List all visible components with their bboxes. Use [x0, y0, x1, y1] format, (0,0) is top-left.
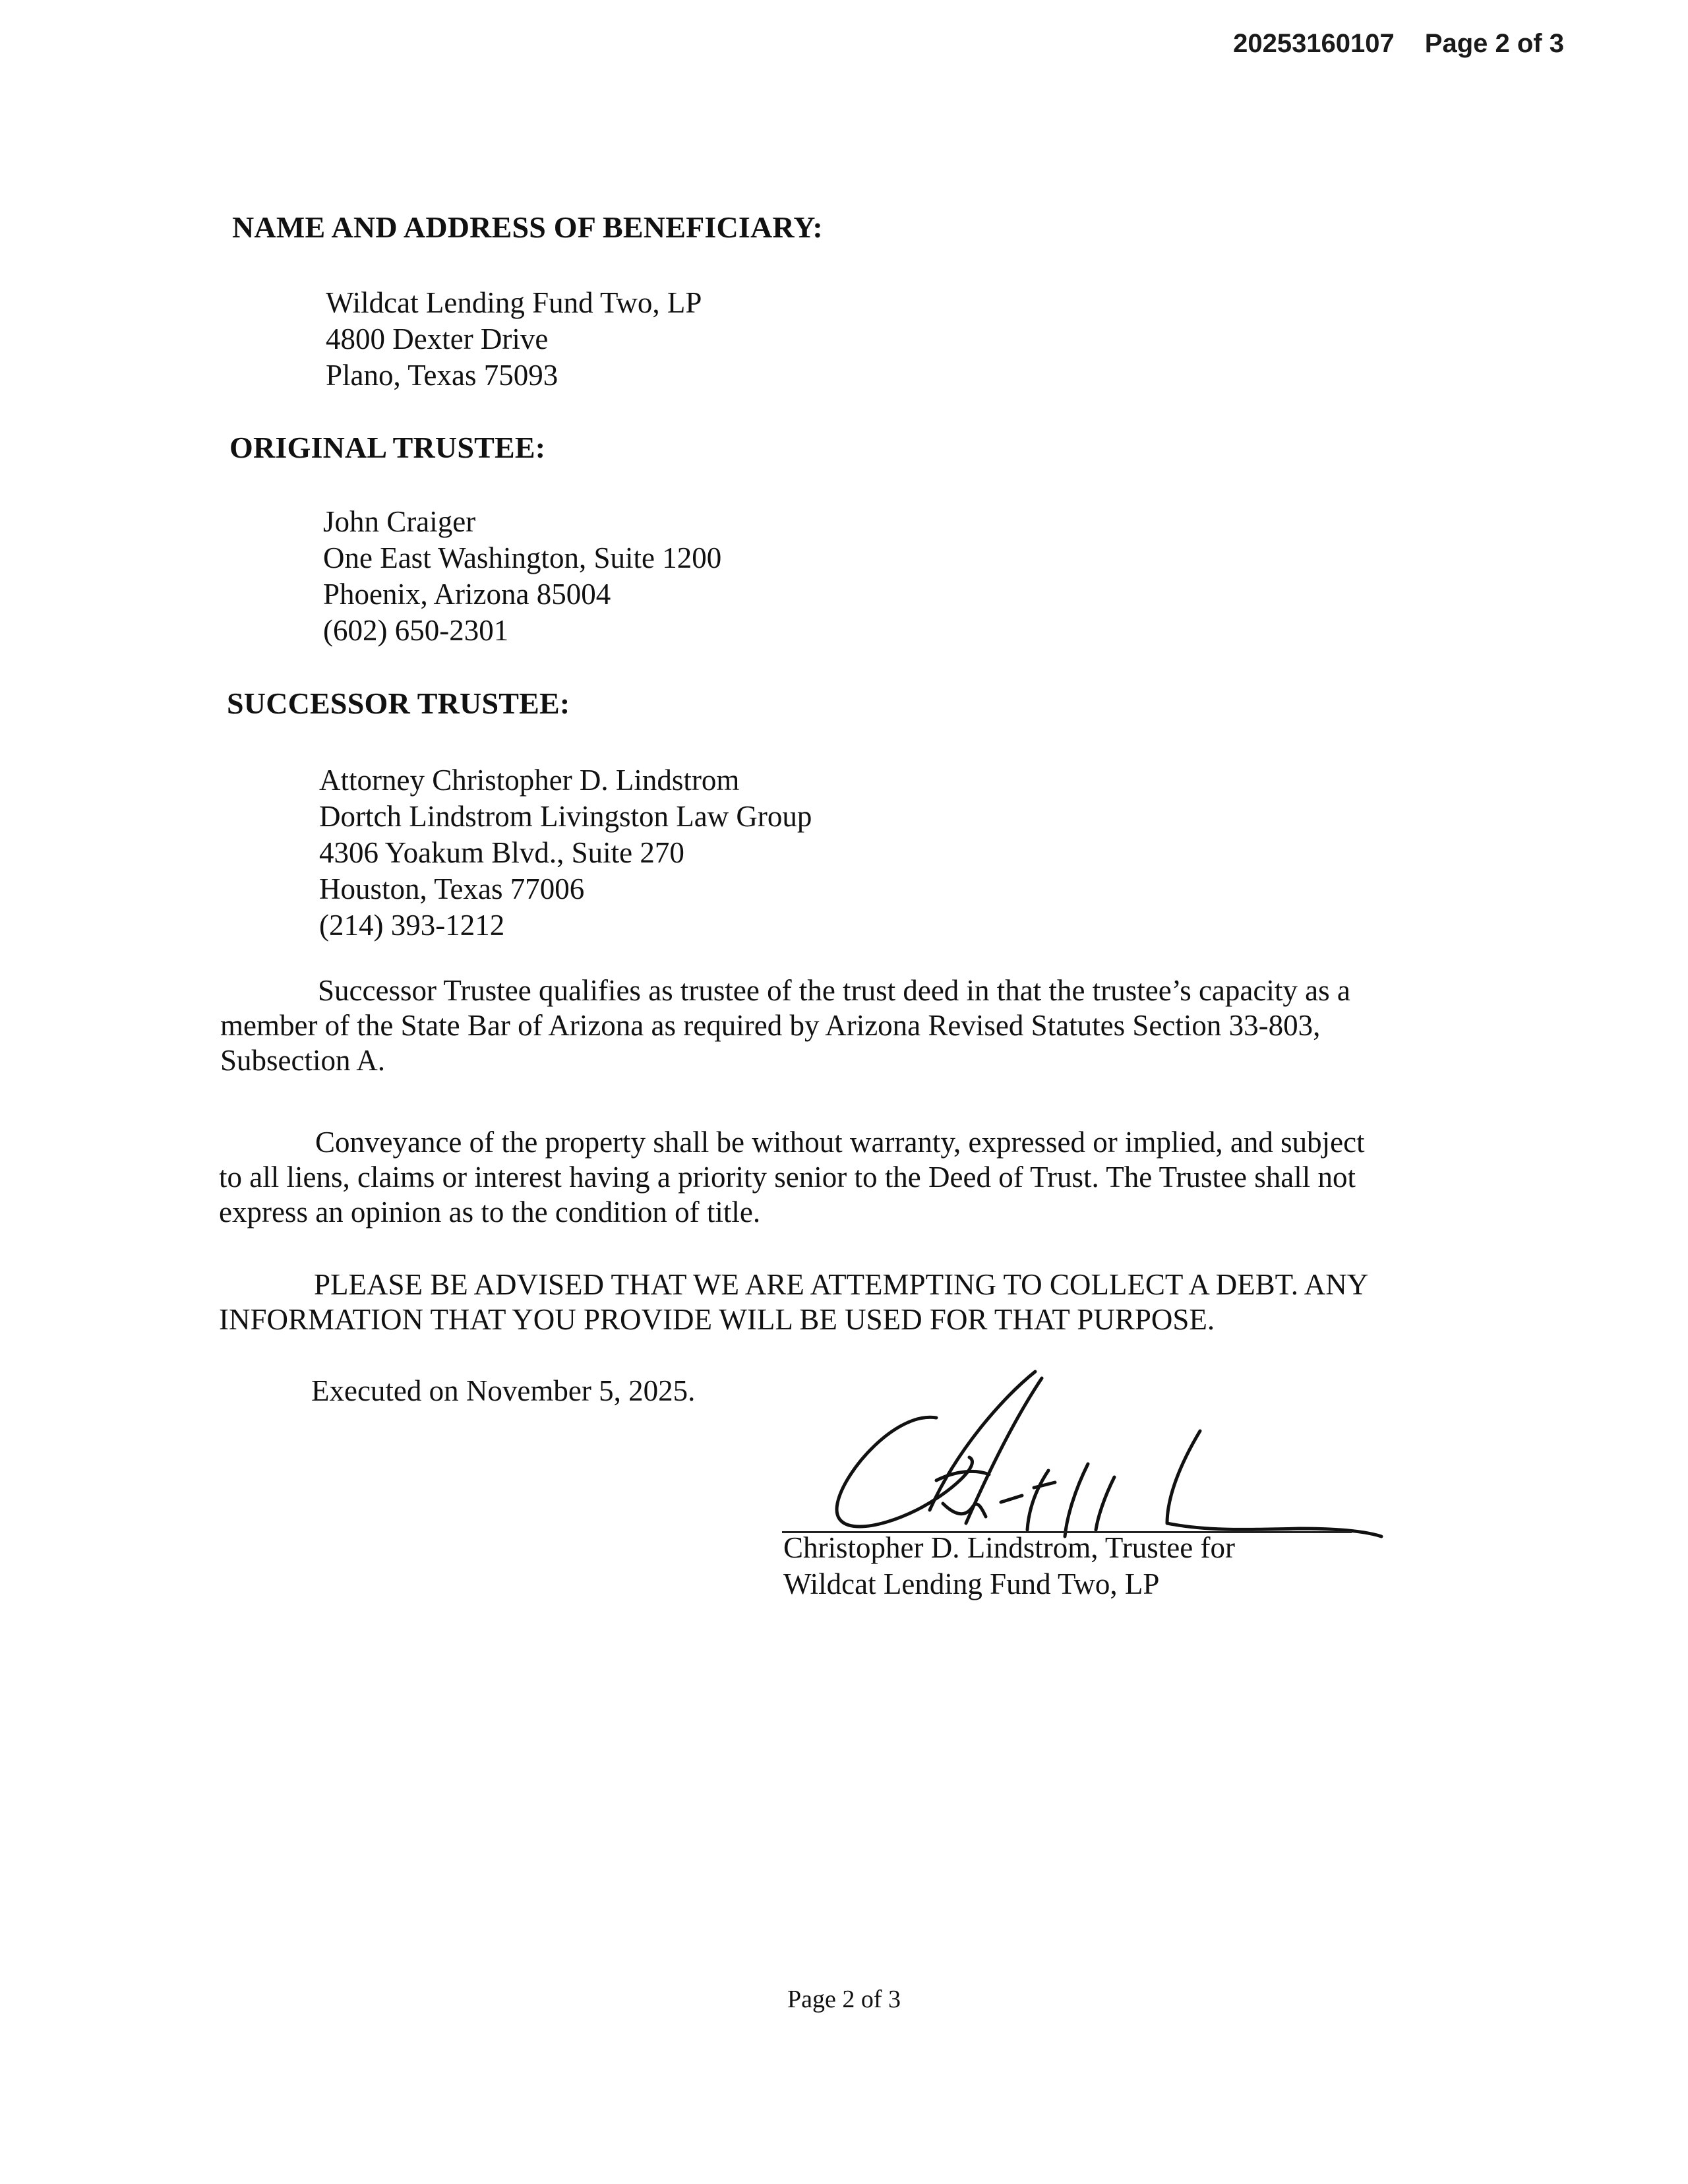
- paragraph-line: Successor Trustee qualifies as trustee of the trust deed in that the trustee’s capacity as a: [318, 974, 1350, 1007]
- beneficiary-line: 4800 Dexter Drive: [326, 322, 549, 355]
- paragraph-line: Subsection A.: [220, 1044, 386, 1077]
- signer-line: Wildcat Lending Fund Two, LP: [783, 1567, 1160, 1600]
- footer-page-number: Page 2 of 3: [787, 1986, 901, 2013]
- original-trustee-line: John Craiger: [323, 505, 476, 538]
- document-stamp: [1233, 29, 1564, 59]
- beneficiary-line: Plano, Texas 75093: [326, 359, 558, 392]
- conveyance-paragraph: [219, 1125, 1365, 1230]
- paragraph-line: INFORMATION THAT YOU PROVIDE WILL BE USED FOR THAT PURPOSE.: [219, 1303, 1215, 1336]
- paragraph-line: member of the State Bar of Arizona as required by Arizona Revised Statutes Section 33-803,: [220, 1009, 1321, 1042]
- original-trustee-line: (602) 650-2301: [323, 614, 509, 647]
- beneficiary-address: [326, 285, 702, 394]
- beneficiary-heading: NAME AND ADDRESS OF BENEFICIARY:: [232, 210, 823, 244]
- successor-trustee-line: 4306 Yoakum Blvd., Suite 270: [319, 836, 684, 869]
- successor-trustee-address: [319, 762, 812, 944]
- handwritten-signature: [824, 1358, 1404, 1556]
- original-trustee-line: One East Washington, Suite 1200: [323, 541, 722, 574]
- debt-notice-paragraph: [219, 1267, 1368, 1337]
- document-number: 20253160107: [1233, 29, 1395, 58]
- successor-trustee-line: Dortch Lindstrom Livingston Law Group: [319, 800, 812, 833]
- paragraph-line: to all liens, claims or interest having a priority senior to the Deed of Trust. The Trustee shall not: [219, 1161, 1356, 1194]
- executed-date: Executed on November 5, 2025.: [311, 1374, 696, 1407]
- original-trustee-line: Phoenix, Arizona 85004: [323, 578, 611, 611]
- successor-trustee-heading: SUCCESSOR TRUSTEE:: [227, 686, 570, 720]
- beneficiary-line: Wildcat Lending Fund Two, LP: [326, 286, 702, 319]
- header-page-label: Page 2 of 3: [1424, 29, 1564, 58]
- signer-line: Christopher D. Lindstrom, Trustee for: [783, 1531, 1235, 1564]
- paragraph-line: Conveyance of the property shall be without warranty, expressed or implied, and subject: [315, 1126, 1365, 1159]
- original-trustee-address: [323, 504, 721, 649]
- qualification-paragraph: [220, 973, 1350, 1078]
- signer-block: [783, 1530, 1235, 1602]
- successor-trustee-line: Houston, Texas 77006: [319, 872, 585, 905]
- paragraph-line: express an opinion as to the condition of title.: [219, 1196, 761, 1228]
- original-trustee-heading: ORIGINAL TRUSTEE:: [229, 431, 546, 464]
- paragraph-line: PLEASE BE ADVISED THAT WE ARE ATTEMPTING TO COLLECT A DEBT. ANY: [314, 1268, 1369, 1301]
- successor-trustee-line: Attorney Christopher D. Lindstrom: [319, 764, 740, 797]
- successor-trustee-line: (214) 393-1212: [319, 909, 505, 942]
